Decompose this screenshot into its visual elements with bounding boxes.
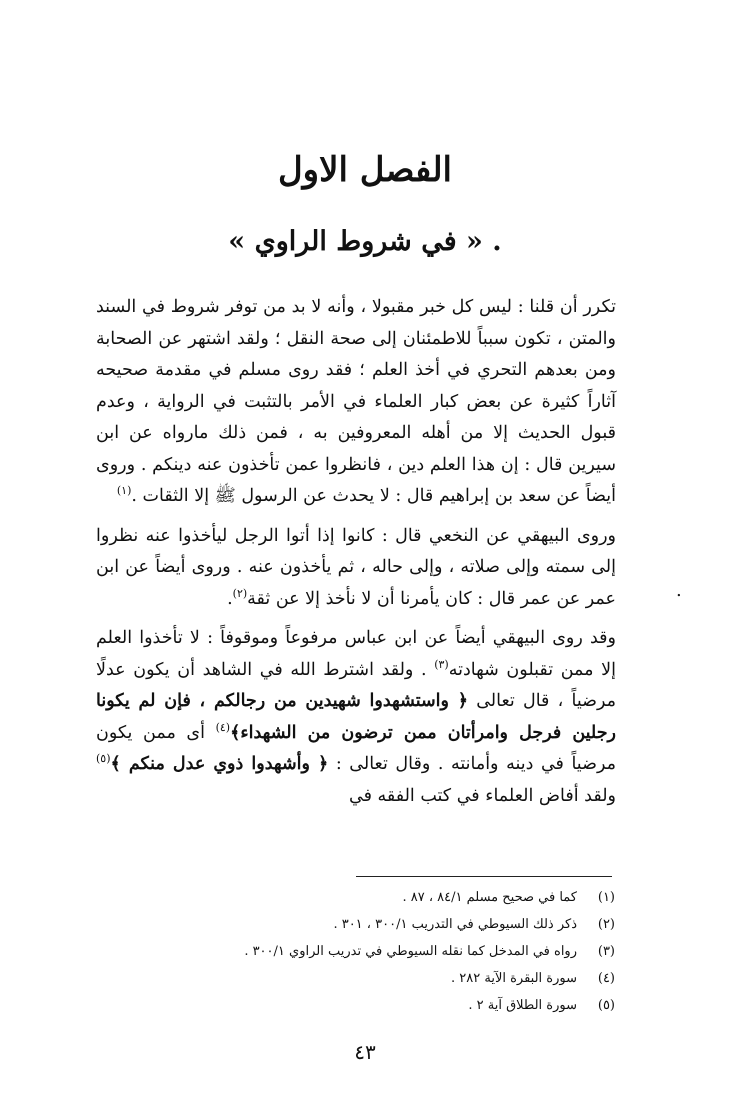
footnote-ref-1: (١) [116, 484, 132, 498]
footnote-item [230, 884, 615, 911]
footnote-text: رواه في المدخل كما نقله السيوطي في تدريب الراوي ٣٠٠/١ . [244, 944, 577, 959]
footnotes [230, 884, 615, 1019]
footnote-ref-5: (٥) [96, 752, 111, 766]
paragraph-1-text: تكرر أن قلنا : ليس كل خبر مقبولا ، وأنه لا بد من توفر شروط في السند والمتن ، تكون سبباً للاطمئنان إلى صحة النقل ؛ ولقد اشتهر عن الصحابة ومن بعدهم التحري في أخذ العلم ؛ فقد روى مسلم في مقدمة صحيحه آثاراً كثيرة عن بعض كبار العلماء في الأمر بالتثبت في الرواية ، وعدم قبول الحديث إلا من أهله المعروفين به ، فمن ذلك مارواه عن ابن سيرين قال : إن هذا العلم دين ، فانظروا عمن تأخذون عنه دينكم . وروى أيضاً عن سعد بن إبراهيم قال : لا يحدث عن الرسول ﷺ إلا الثقات . [96, 297, 616, 506]
footnote-number: (٢) [597, 917, 615, 932]
chapter-subtitle: « في شروط الراوي » . [228, 226, 502, 257]
footnote-text: سورة الطلاق آية ٢ . [468, 998, 577, 1013]
page-number: ٤٣ [354, 1040, 376, 1064]
paragraph-3 [96, 623, 616, 812]
footnote-number: (٤) [597, 971, 615, 986]
footnote-text: سورة البقرة الآية ٢٨٢ . [451, 971, 577, 986]
footnote-item [230, 911, 615, 938]
footnote-text: كما في صحيح مسلم ٨٤/١ ، ٨٧ . [402, 890, 577, 905]
paragraph-3-text-a: وقد روى البيهقي أيضاً عن ابن عباس مرفوعاً وموقوفاً : لا تأخذوا العلم إلا ممن تقبلون شهادته [96, 628, 616, 680]
footnote-ref-2: (٢) [232, 586, 248, 600]
footnote-number: (١) [597, 890, 615, 905]
footnote-item [230, 965, 615, 992]
footnote-item [230, 992, 615, 1019]
quran-quote-1: ﴿ واستشهدوا شهيدين من رجالكم ، فإن لم يكونا رجلين فرجل وامرأتان ممن ترضون من الشهداء﴾ [96, 691, 616, 743]
paragraph-2-end: . [227, 588, 233, 609]
paragraph-2-text: وروى البيهقي عن النخعي قال : كانوا إذا أتوا الرجل ليأخذوا عنه نظروا إلى سمته وإلى صلاته ، وإلى حاله ، ثم يأخذون عنه . وروى أيضاً عن ابن عمر عن عمر قال : كان يأمرنا أن لا نأخذ إلا عن ثقة [96, 525, 616, 609]
paragraph-3-text-c: أى ممن يكون مرضياً في دينه وأمانته . وقال تعالى : [96, 722, 616, 774]
footnote-ref-4: (٤) [215, 720, 231, 734]
body-text [96, 292, 616, 820]
footnote-item [230, 938, 615, 965]
paragraph-3-text-b: . ولقد اشترط الله في الشاهد أن يكون عدلًا مرضياً ، قال تعالى [96, 659, 616, 711]
quran-quote-2: ﴿ وأشهدوا ذوي عدل منكم ﴾ [110, 754, 329, 774]
chapter-title: الفصل الاول [277, 150, 453, 190]
footnote-divider [356, 876, 612, 877]
paragraph-1 [96, 292, 616, 513]
footnote-number: (٣) [597, 944, 615, 959]
footnote-text: ذكر ذلك السيوطي في التدريب ٣٠٠/١ ، ٣٠١ . [333, 917, 577, 932]
paragraph-3-text-d: ولقد أفاض العلماء في كتب الفقه في [348, 785, 616, 806]
footnote-ref-3: (٣) [434, 657, 449, 671]
margin-mark: . [676, 580, 682, 601]
paragraph-2 [96, 521, 616, 616]
footnote-number: (٥) [597, 998, 615, 1013]
